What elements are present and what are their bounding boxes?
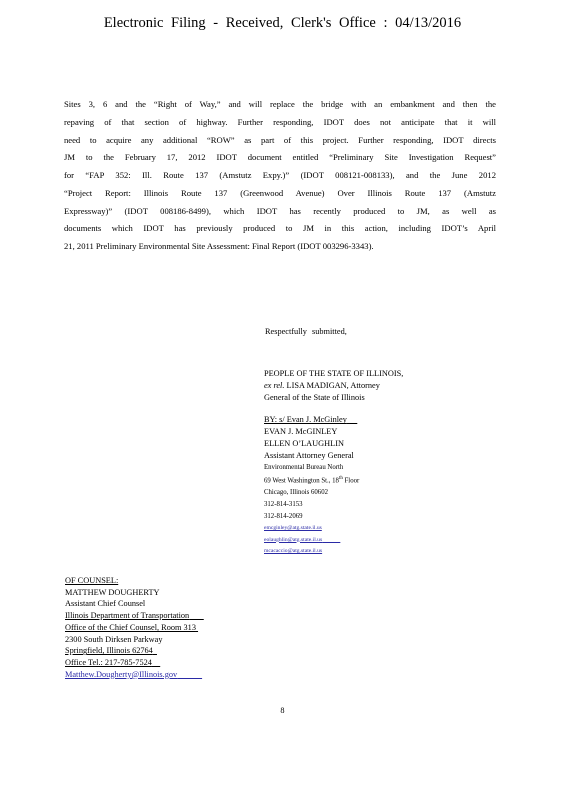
phone-number: 312-814-3153 [264,501,303,509]
body-paragraph [64,96,496,256]
body-line: documents which IDOT has previously produced to JM in this action, including IDOT’s April [64,223,496,234]
counsel-name: MATTHEW DOUGHERTY [65,587,160,597]
body-line: Sites 3, 6 and the “Right of Way,” and will replace the bridge with an embankment and then the [64,99,496,109]
bureau-name: Environmental Bureau North [264,463,344,471]
of-counsel-block [65,575,265,680]
party-line: PEOPLE OF THE STATE OF ILLINOIS, [264,369,404,378]
closing-salutation: Respectfully submitted, [265,327,347,336]
street-address: 69 West Washington St., 18th Floor [264,476,360,485]
body-line: JM to the February 17, 2012 IDOT document entitled “Preliminary Site Investigation Request” [64,152,496,163]
attorney-title: Assistant Attorney General [264,450,354,460]
phone-number: 312-814-2069 [264,513,303,521]
attorney-name: EVAN J. McGINLEY [264,427,338,437]
email-row [264,535,494,547]
body-line: “Project Report: Illinois Route 137 (Greenwood Avenue) Over Illinois Route 137 (Amstutz [64,187,496,198]
ex-rel-italic: ex rel. [264,380,285,390]
signature-block [264,368,494,558]
body-line: 21, 2011 Preliminary Environmental Site Assessment: Final Report (IDOT 003296-3343). [64,241,374,251]
email-row [264,546,494,558]
counsel-phone: Office Tel.: 217-785-7524 [65,657,152,667]
email-link[interactable]: emcginley@atg.state.il.us [264,524,322,531]
email-row [264,523,494,535]
counsel-street: 2300 South Dirksen Parkway [65,634,163,644]
electronic-signature [264,414,494,426]
counsel-email-row [65,669,265,681]
counsel-city: Springfield, Illinois 62764 [65,646,153,656]
counsel-email-link[interactable]: Matthew.Dougherty@Illinois.gov [65,669,178,679]
page-number: 8 [280,706,285,715]
relator-name: LISA MADIGAN, Attorney [284,380,380,390]
body-line: need to acquire any additional “ROW” as part of this project. Further responding, IDOT directs [64,134,496,145]
party-line [264,380,494,392]
counsel-department: Illinois Department of Transportation [65,611,190,621]
party-line: General of the State of Illinois [264,392,365,402]
body-line: repaving of that section of highway. Further responding, IDOT does not anticipate that it will [64,116,496,127]
signature-line: BY: s/ Evan J. McGinley [264,415,347,425]
counsel-title: Assistant Chief Counsel [65,599,146,609]
attorney-name: ELLEN O’LAUGHLIN [264,438,344,448]
counsel-office: Office of the Chief Counsel, Room 313 [65,622,196,632]
body-line: for “FAP 352: Ill. Route 137 (Amstutz Expy.)” (IDOT 008121-008133), and the June 2012 [64,170,496,180]
filing-stamp-header: Electronic Filing - Received, Clerk's Office : 04/13/2016 [103,15,462,31]
city-address: Chicago, Illinois 60602 [264,489,328,497]
email-link[interactable]: mcacaccio@atg.state.il.us [264,548,323,555]
body-line: Expressway)” (IDOT 008186-8499), which IDOT has recently produced to JM, as well as [64,205,496,216]
counsel-heading: OF COUNSEL: [65,576,119,585]
email-link[interactable]: eolaughlin@atg.state.il.us [264,536,323,543]
